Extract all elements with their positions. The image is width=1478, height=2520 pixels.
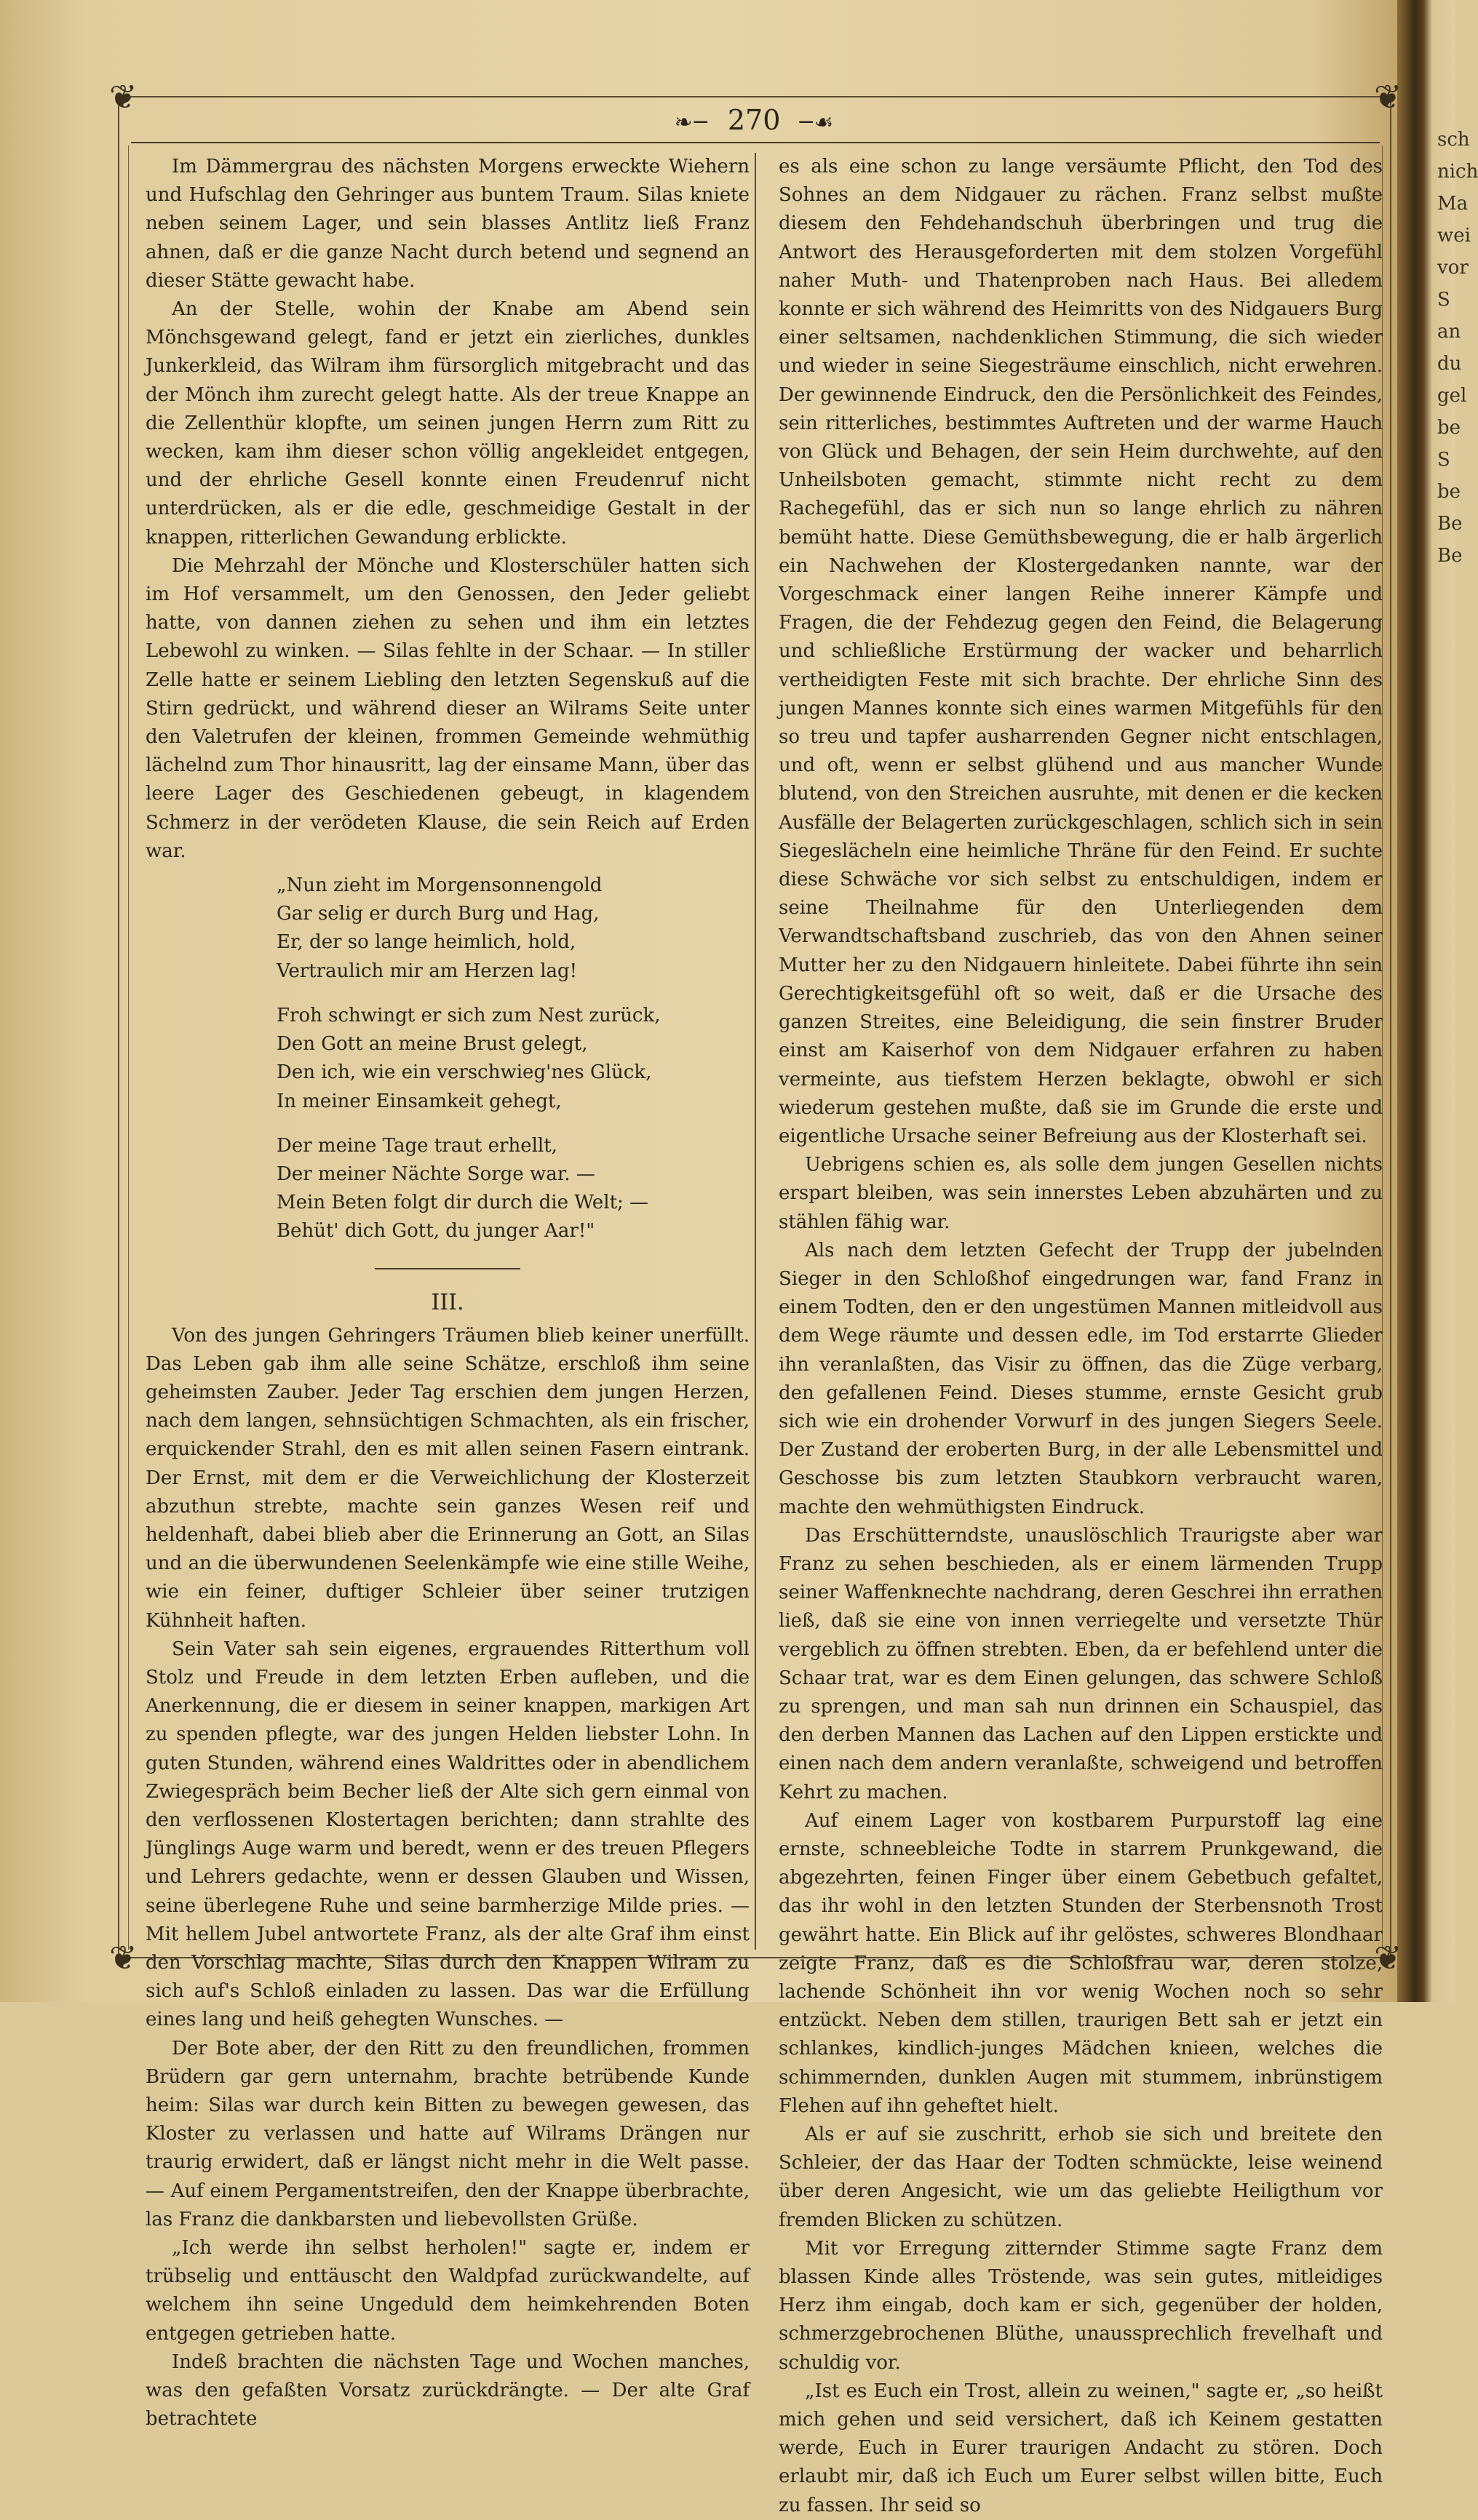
- header-rule: [131, 142, 1380, 143]
- header-ornament-right: ─☙: [799, 110, 835, 135]
- chapter-heading: III.: [431, 1289, 464, 1315]
- paragraph: Uebrigens schien es, als solle dem jungen Gesellen nichts erspart bleiben, was sein innerstes Leben abzuhärten und zu stählen fähig war.: [779, 1154, 1383, 1233]
- paragraph: es als eine schon zu lange versäumte Pflicht, den Tod des Sohnes an dem Nidgauer zu rächen. Franz selbst mußte diesem den Fehdehandschuh überbringen und trug die Antwort des Herausgeforderten mit dem stolzen Vorgefühl naher Muth- und Thatenproben nach Haus. Bei alledem konnte er sich während des Heimritts von des Nidgauers Burg einer seltsamen, nachdenklichen Stimmung, die sich wieder und wieder in seine Siegesträume einschlich, nicht erwehren. Der gewinnende Eindruck, den die Persönlichkeit des Feindes, sein ritterliches, bestimmtes Auftreten und der warme Hauch von Glück und Behagen, der sein Heim durchwehte, auf den Unheilsboten gemacht, stimmte nicht recht zu dem Rachegefühl, das er sich nun so lange ehrlich zu nähren bemüht hatte. Diese Gemüthsbewegung, die er halb ärgerlich ein Nachwehen der Klostergedanken nannte, war der Vorgeschmack einer langen Reihe innerer Kämpfe und Fragen, die der Fehdezug gegen den Feind, die Belagerung und schließliche Erstürmung der wacker und beharrlich vertheidigten Feste mit sich brachte. Der ehrliche Sinn des jungen Mannes konnte sich eines warmen Mitgefühls für den so treu und tapfer ausharrenden Gegner nicht entschlagen, und oft, wenn er selbst glühend und aus mancher Wunde blutend, von den Streichen ausruhte, mit denen er die kecken Ausfälle der Belagerten zurückgeschlagen, schlich sich in sein Siegeslächeln eine heimliche Thräne für den Feind. Er suchte diese Schwäche vor sich selbst zu entschuldigen, indem er seine Theilnahme für den Unterliegenden dem Verwandtschaftsband zuschrieb, das von den Ahnen seiner Mutter her zu den Nidgauern hinleitete. Dabei führte ihn sein Gerechtigkeitsgefühl oft so weit, daß er die Ursache des ganzen Streites, eine Beleidigung, die sein finstrer Bruder einst am Kaiserhof von dem Nidgauer erfahren zu haben vermeinte, aus tiefstem Herzen beklagte, obwohl er sich wiederum gestehen mußte, daß sie im Grunde die erste und eigentliche Ursache seiner Befreiung aus der Klosterhaft sei.: [779, 156, 1383, 1147]
- paragraph: Als nach dem letzten Gefecht der Trupp der jubelnden Sieger in den Schloßhof eingedrungen war, fand Franz in einem Todten, den er den ungestümen Mannen mitleidvoll aus dem Wege räumte und dessen edle, im Tod erstarrte Glieder ihn veranlaßten, das Visir zu öffnen, das die Züge verbarg, den gefallenen Feind. Dieses stumme, ernste Gesicht grub sich wie ein drohender Vorwurf in des jungen Siegers Seele. Der Zustand der eroberten Burg, in der alle Lebensmittel und Geschosse bis zum letzten Staubkorn verbraucht waren, machte den wehmüthigsten Eindruck.: [779, 1239, 1383, 1518]
- poem-line: Vertraulich mir am Herzen lag!: [277, 960, 578, 982]
- paragraph: Von des jungen Gehringers Träumen blieb keiner unerfüllt. Das Leben gab ihm alle seine Schätze, erschloß ihm seine geheimsten Zauber. Jeder Tag erschien dem jungen Herzen, nach dem langen, sehnsüchtigen Schmachten, als ein frischer, erquickender Strahl, den es mit allen seinen Fasern eintrank. Der Ernst, mit dem er die Verweichlichung der Klosterzeit abzuthun strebte, machte sein ganzes Wesen reif und heldenhaft, dabei blieb aber die Erinnerung an Gott, an Silas und an die überwundenen Seelenkämpfe wie eine stille Weihe, wie ein feiner, duftiger Schleier über seiner trutzigen Kühnheit haften.: [146, 1324, 750, 1632]
- paragraph: „Ich werde ihn selbst herholen!" sagte er, indem er trübselig und enttäuscht den Waldpfad zurückwandelte, auf welchem ihn seine Ungeduld dem heimkehrenden Boten entgegen getrieben hatte.: [146, 2237, 750, 2345]
- poem-stanza: [277, 1132, 750, 1246]
- right-column: [779, 153, 1383, 2520]
- poem-line: Froh schwingt er sich zum Nest zurück,: [277, 1004, 661, 1026]
- page-header: [118, 98, 1391, 142]
- corner-ornament-top-left: ❦: [109, 77, 138, 116]
- poem: [277, 872, 750, 1245]
- poem-line: Er, der so lange heimlich, hold,: [277, 931, 576, 954]
- paragraph: Die Mehrzahl der Mönche und Klosterschüler hatten sich im Hof versammelt, um den Genossen, den Jeder geliebt hatte, von dannen ziehen zu sehen und ihm ein letztes Lebewohl zu winken. — Silas fehlte in der Schaar. — In stiller Zelle hatte er seinem Liebling den letzten Segenskuß auf die Stirn gedrückt, und während dieser an Wilrams Seite unter den Valetrufen der kleinen, frommen Gemeinde wehmüthig lächelnd zum Thor hinausritt, lag der einsame Mann, über das leere Lager des Geschiedenen gebeugt, in klagendem Schmerz in der verödeten Klause, die sein Reich auf Erden war.: [146, 554, 750, 862]
- next-page-edge-text: sch nich Ma wei vor S an du gel be S be Be Be: [1437, 129, 1478, 567]
- corner-ornament-bottom-right: ❦: [1374, 1938, 1402, 1977]
- page-number: 270: [727, 104, 781, 136]
- poem-line: Den Gott an meine Brust gelegt,: [277, 1033, 588, 1056]
- paragraph: Im Dämmergrau des nächsten Morgens erweckte Wiehern und Hufschlag den Gehringer aus buntem Traum. Silas kniete neben seinem Lager, und sein blasses Antlitz ließ Franz ahnen, daß er die ganze Nacht durch betend und segnend an dieser Stätte gewacht habe.: [146, 156, 750, 292]
- paragraph: Der Bote aber, der den Ritt zu den freundlichen, frommen Brüdern gar gern unternahm, brachte betrübende Kunde heim: Silas war durch kein Bitten zu bewegen gewesen, das Kloster zu verlassen und hatte auf Wilrams Drängen nur traurig erwidert, daß er längst nicht mehr in die Welt passe. — Auf einem Pergamentstreifen, den der Knappe überbrachte, las Franz die dankbarsten und liebevollsten Grüße.: [146, 2037, 750, 2230]
- paragraph: Auf einem Lager von kostbarem Purpurstoff lag eine ernste, schneebleiche Todte in starrem Prunkgewand, die abgezehrten, feinen Finger über einem Gebetbuch gefaltet, das ihr wohl in den letzten Stunden der Sterbensnoth Trost gewährt hatte. Ein Blick auf ihr gelöstes, schweres Blondhaar zeigte Franz, daß es die Schloßfrau war, deren stolze, lachende Schönheit ihn vor wenig Wochen noch so sehr entzückt. Neben dem stillen, traurigen Bett sah er jetzt ein schlankes, kindlich-junges Mädchen knieen, welches die schimmernden, dunklen Augen mit stummem, inbrünstigem Flehen auf ihn geheftet hielt.: [779, 1809, 1383, 2117]
- poem-line: Den ich, wie ein verschwieg'nes Glück,: [277, 1061, 652, 1084]
- poem-line: „Nun zieht im Morgensonnengold: [277, 874, 603, 897]
- corner-ornament-bottom-left: ❦: [109, 1938, 138, 1977]
- poem-line: Behüt' dich Gott, du junger Aar!": [277, 1220, 595, 1243]
- paragraph: Mit vor Erregung zitternder Stimme sagte Franz dem blassen Kinde alles Tröstende, was sein gutes, mitleidiges Herz ihm eingab, doch kam er sich, gegenüber der holden, schmerzgebrochenen Blüthe, unaussprechlich frevelhaft und schuldig vor.: [779, 2237, 1383, 2374]
- paragraph: Als er auf sie zuschritt, erhob sie sich und breitete den Schleier, der das Haar der Todten schmückte, leise weinend über deren Angesicht, wie um das geliebte Heiligthum vor fremden Blicken zu schützen.: [779, 2124, 1383, 2231]
- column-divider: [755, 153, 756, 1950]
- corner-ornament-top-right: ❦: [1374, 77, 1402, 116]
- section-divider: [375, 1268, 520, 1269]
- paragraph: Indeß brachten die nächsten Tage und Wochen manches, was den gefaßten Vorsatz zurückdrängte. — Der alte Graf betrachtete: [146, 2350, 750, 2431]
- header-ornament-left: ❧─: [674, 110, 709, 135]
- poem-line: Gar selig er durch Burg und Hag,: [277, 903, 600, 925]
- poem-stanza: [277, 872, 750, 986]
- paragraph: Sein Vater sah sein eigenes, ergrauendes Ritterthum voll Stolz und Freude in dem letzten Erben aufleben, und die Anerkennung, die er diesem in seiner knappen, markigen Art zu spenden pflegte, war des jungen Helden liebster Lohn. In guten Stunden, während eines Waldrittes oder in abendlichem Zwiegespräch beim Becher ließ der Alte sich gern einmal von den verflossenen Klostertagen berichten; dann strahlte des Jünglings Auge warm und beredt, wenn er des treuen Pflegers und Lehrers gedachte, wenn er dessen Glauben und Wissen, seine überlegene Ruhe und seine barmherzige Milde pries. — Mit hellem Jubel antwortete Franz, als der alte Graf ihm einst den Vorschlag machte, Silas durch den Knappen Wilram zu sich auf's Schloß einladen zu lassen. Das war die Erfüllung eines lang und heiß gehegten Wunsches. —: [146, 1638, 750, 2031]
- poem-line: In meiner Einsamkeit gehegt,: [277, 1090, 562, 1112]
- poem-stanza: [277, 1002, 750, 1116]
- paragraph: „Ist es Euch ein Trost, allein zu weinen," sagte er, „so heißt mich gehen und seid versichert, daß ich Keinem gestatten werde, Euch in Eurer traurigen Andacht zu stören. Doch erlaubt mir, daß ich Euch um Eurer selbst willen bitte, Euch zu fassen. Ihr seid so: [779, 2380, 1383, 2516]
- paragraph: Das Erschütterndste, unauslöschlich Traurigste aber war Franz zu sehen beschieden, als er einem lärmenden Trupp seiner Waffenknechte nachdrang, deren Geschrei ihn errathen ließ, daß sie eine von innen verriegelte und versetzte Thür vergeblich zu öffnen strebten. Eben, da er befehlend unter die Schaar trat, war es dem Einen gelungen, das schwere Schloß zu sprengen, und man sah nun drinnen ein Schauspiel, das den derben Mannen das Lachen auf den Lippen erstickte und einen nach dem andern veranlaßte, schweigend und betroffen Kehrt zu machen.: [779, 1524, 1383, 1803]
- left-column: [146, 153, 750, 2433]
- poem-line: Der meiner Nächte Sorge war. —: [277, 1163, 595, 1185]
- poem-line: Der meine Tage traut erhellt,: [277, 1134, 557, 1157]
- paragraph: An der Stelle, wohin der Knabe am Abend sein Mönchsgewand gelegt, fand er jetzt ein zierliches, dunkles Junkerkleid, das Wilram ihm fürsorglich mitgebracht und das der Mönch ihm zurecht gelegt hatte. Als der treue Knappe an die Zellenthür klopfte, um seinen jungen Herrn zum Ritt zu wecken, kam ihm dieser schon völlig angekleidet entgegen, und der ehrliche Gesell konnte einen Freudenruf nicht unterdrücken, als er die edle, geschmeidige Gestalt in der knappen, ritterlichen Gewandung erblickte.: [146, 298, 750, 549]
- poem-line: Mein Beten folgt dir durch die Welt; —: [277, 1192, 649, 1214]
